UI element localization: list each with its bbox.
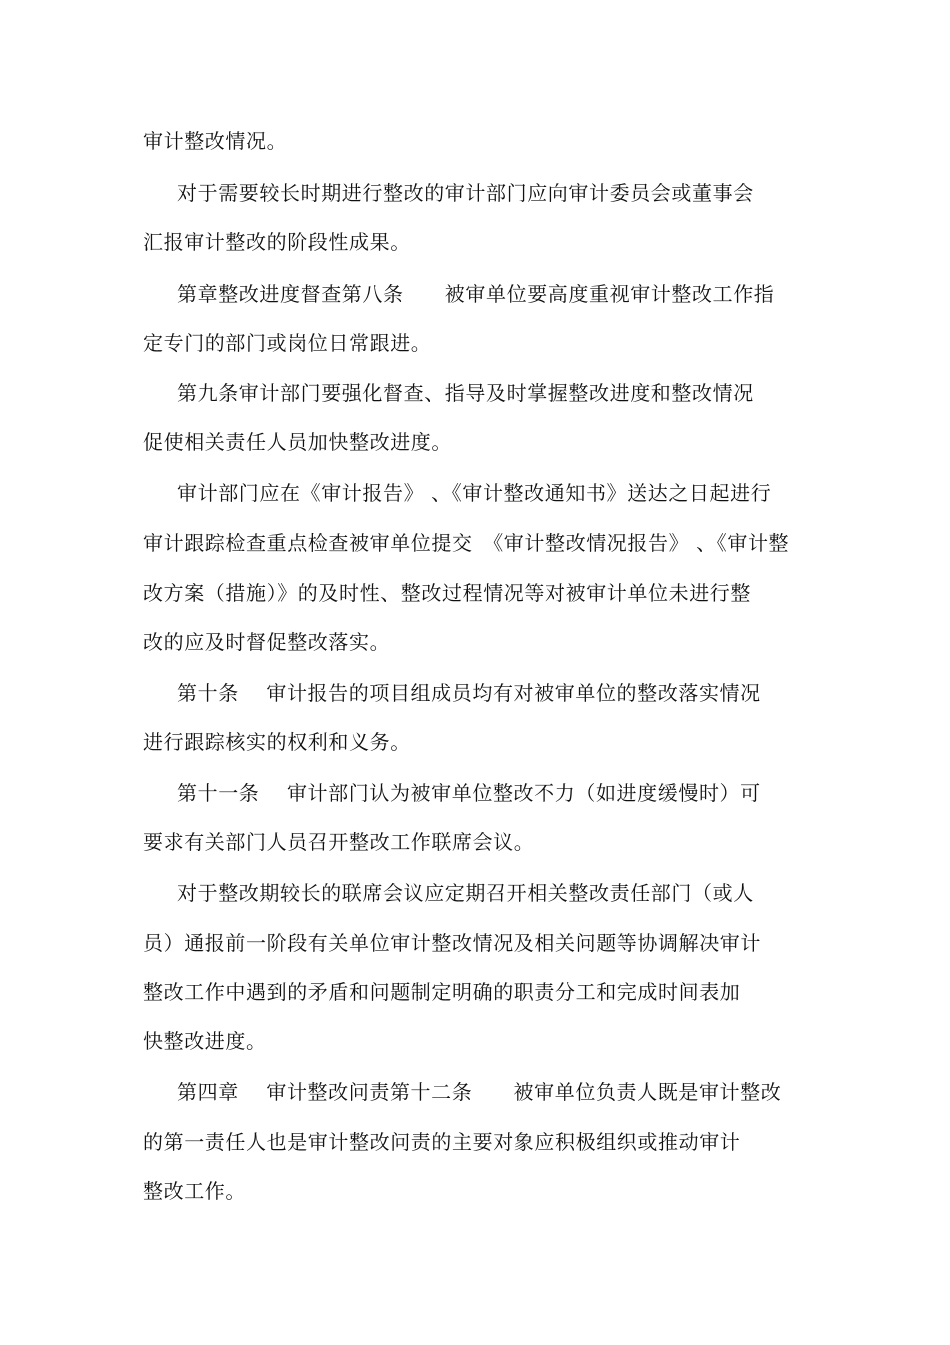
text-line: 整改工作。 (143, 1179, 246, 1203)
text-line: 第十一条 审计部门认为被审单位整改不力（如进度缓慢时）可 (177, 781, 761, 805)
text-line: 定专门的部门或岗位日常跟进。 (143, 331, 432, 355)
text-line: 审计部门应在《审计报告》 、《审计整改通知书》送达之日起进行 (177, 481, 772, 505)
text-line: 对于整改期较长的联席会议应定期召开相关整改责任部门（或人 (177, 881, 754, 905)
text-line: 审计跟踪检查重点检查被审单位提交 《审计整改情况报告》 、《审计整 (143, 531, 790, 555)
text-line: 第章整改进度督查第八条 被审单位要高度重视审计整改工作指 (177, 282, 775, 306)
text-line: 要求有关部门人员召开整改工作联席会议。 (143, 830, 535, 854)
text-line: 汇报审计整改的阶段性成果。 (143, 230, 411, 254)
text-line: 审计整改情况。 (143, 129, 288, 153)
text-line: 整改工作中遇到的矛盾和问题制定明确的职责分工和完成时间表加 (143, 980, 741, 1004)
text-line: 第四章 审计整改问责第十二条 被审单位负责人既是审计整改 (177, 1080, 782, 1104)
text-line: 促使相关责任人员加快整改进度。 (143, 430, 452, 454)
text-line: 员）通报前一阶段有关单位审计整改情况及相关问题等协调解决审计 (143, 931, 761, 955)
text-line: 改方案（措施）》的及时性、整改过程情况等对被审计单位未进行整 (143, 581, 751, 605)
text-line: 第十条 审计报告的项目组成员均有对被审单位的整改落实情况 (177, 681, 761, 705)
text-line: 进行跟踪核实的权利和义务。 (143, 730, 411, 754)
text-line: 第九条审计部门要强化督查、指导及时掌握整改进度和整改情况 (177, 381, 754, 405)
text-line: 快整改进度。 (143, 1029, 267, 1053)
text-line: 对于需要较长时期进行整改的审计部门应向审计委员会或董事会 (177, 181, 754, 205)
text-line: 改的应及时督促整改落实。 (143, 630, 391, 654)
text-line: 的第一责任人也是审计整改问责的主要对象应积极组织或推动审计 (143, 1130, 741, 1154)
